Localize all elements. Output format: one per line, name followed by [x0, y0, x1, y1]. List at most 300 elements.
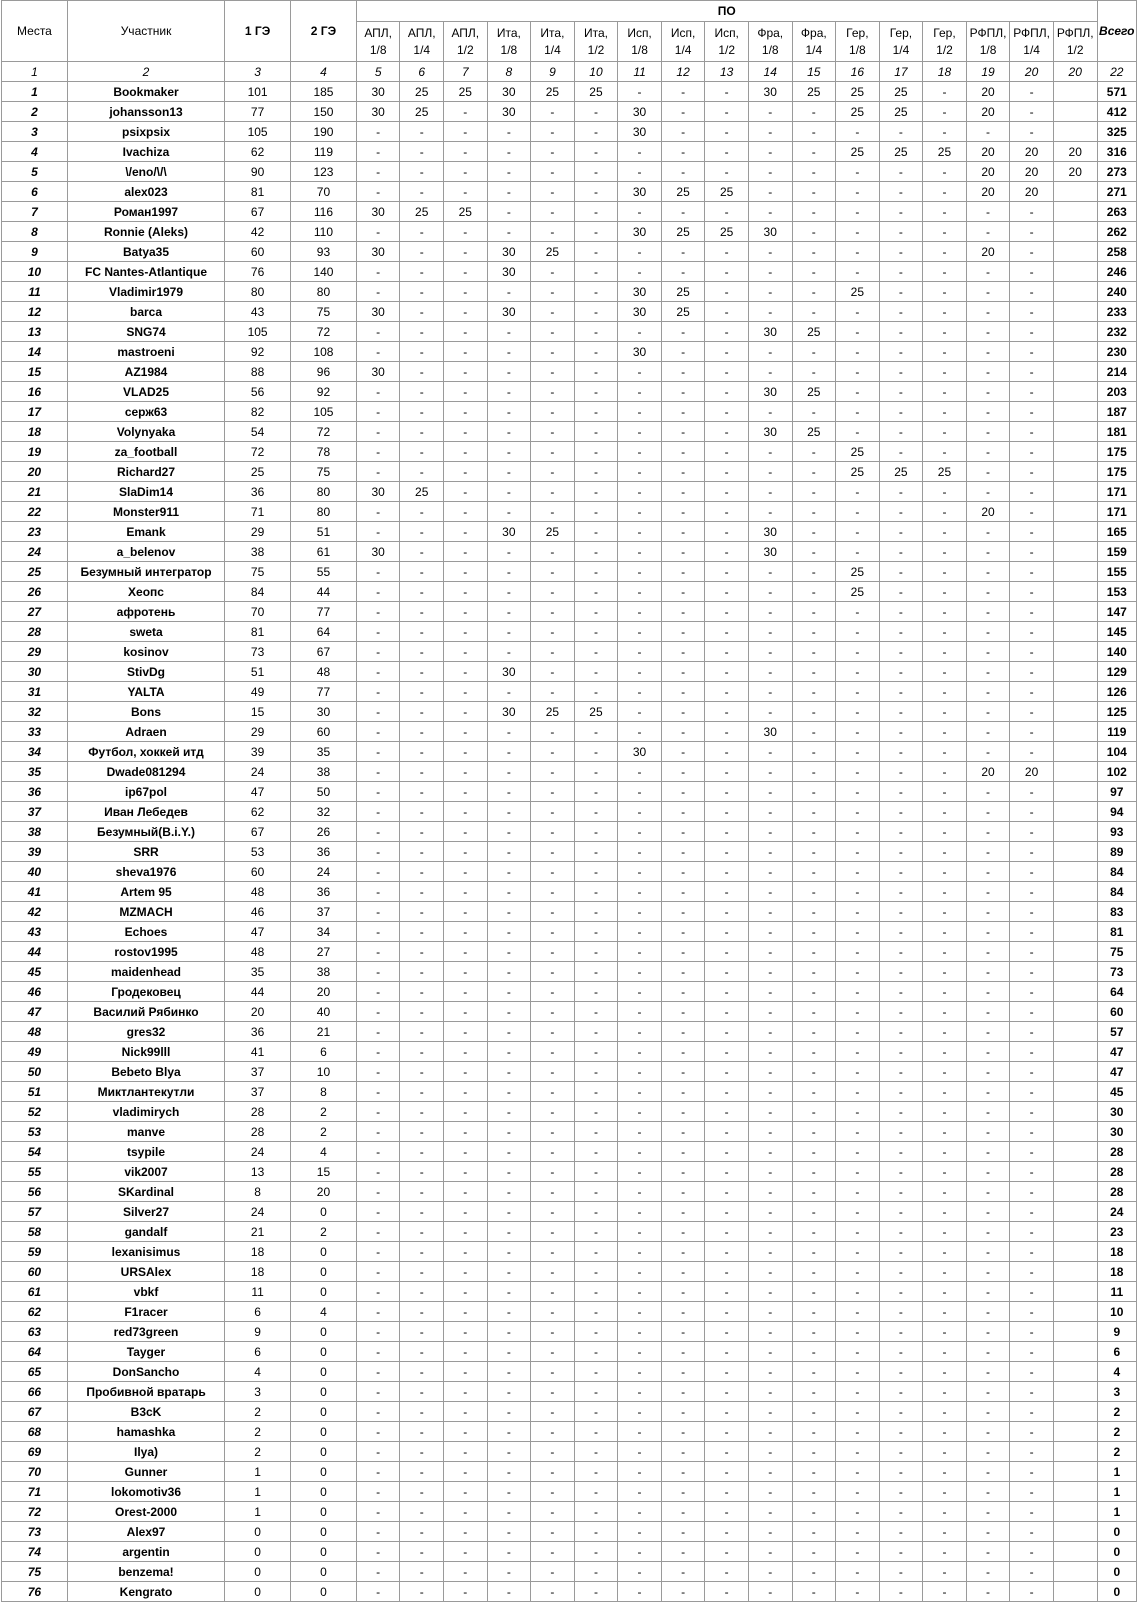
- ge1-cell: 8: [225, 1182, 291, 1202]
- score-cell: -: [356, 902, 400, 922]
- score-cell: -: [879, 482, 923, 502]
- score-cell: -: [400, 822, 444, 842]
- score-cell: -: [574, 962, 618, 982]
- score-cell: 25: [836, 442, 880, 462]
- score-cell: 25: [792, 322, 836, 342]
- ge2-cell: 75: [291, 462, 357, 482]
- score-cell: -: [618, 1242, 662, 1262]
- ge1-cell: 1: [225, 1482, 291, 1502]
- score-cell: -: [531, 862, 575, 882]
- po-league-label: Ита,: [496, 25, 521, 40]
- score-cell: -: [531, 342, 575, 362]
- score-cell: -: [705, 642, 749, 662]
- participant-cell: VLAD25: [67, 382, 224, 402]
- place-cell: 44: [2, 942, 68, 962]
- score-cell: 20: [966, 762, 1010, 782]
- ge1-cell: 37: [225, 1082, 291, 1102]
- score-cell: -: [574, 1462, 618, 1482]
- ge2-cell: 64: [291, 622, 357, 642]
- score-cell: -: [531, 122, 575, 142]
- score-cell: -: [836, 1422, 880, 1442]
- score-cell: -: [444, 1162, 488, 1182]
- total-cell: 271: [1097, 182, 1136, 202]
- score-cell: -: [879, 222, 923, 242]
- score-cell: -: [574, 762, 618, 782]
- score-cell: -: [836, 682, 880, 702]
- ge2-cell: 27: [291, 942, 357, 962]
- score-cell: -: [400, 1142, 444, 1162]
- score-cell: [1053, 942, 1097, 962]
- score-cell: -: [748, 162, 792, 182]
- ge2-cell: 15: [291, 1162, 357, 1182]
- score-cell: -: [705, 1422, 749, 1442]
- score-cell: -: [966, 422, 1010, 442]
- score-cell: -: [574, 162, 618, 182]
- score-cell: -: [531, 1322, 575, 1342]
- column-number: 14: [748, 62, 792, 82]
- ge1-cell: 28: [225, 1102, 291, 1122]
- score-cell: -: [487, 842, 531, 862]
- participant-cell: za_football: [67, 442, 224, 462]
- score-cell: -: [618, 602, 662, 622]
- total-cell: 4: [1097, 1362, 1136, 1382]
- score-cell: -: [1010, 942, 1054, 962]
- score-cell: -: [966, 382, 1010, 402]
- score-cell: -: [879, 822, 923, 842]
- score-cell: -: [487, 622, 531, 642]
- score-cell: -: [705, 1102, 749, 1122]
- score-cell: -: [923, 1582, 967, 1602]
- score-cell: -: [879, 182, 923, 202]
- score-cell: -: [531, 642, 575, 662]
- score-cell: -: [836, 1342, 880, 1362]
- place-cell: 49: [2, 1042, 68, 1062]
- score-cell: -: [792, 1582, 836, 1602]
- place-cell: 71: [2, 1482, 68, 1502]
- score-cell: -: [923, 122, 967, 142]
- score-cell: -: [400, 942, 444, 962]
- score-cell: -: [574, 802, 618, 822]
- score-cell: [1053, 1462, 1097, 1482]
- score-cell: -: [923, 662, 967, 682]
- score-cell: -: [531, 1242, 575, 1262]
- score-cell: -: [792, 502, 836, 522]
- po-subheader: [705, 22, 749, 62]
- score-cell: -: [836, 522, 880, 542]
- table-row: [2, 1302, 1137, 1322]
- score-cell: -: [531, 502, 575, 522]
- score-cell: -: [705, 482, 749, 502]
- score-cell: -: [400, 742, 444, 762]
- score-cell: -: [661, 722, 705, 742]
- score-cell: [1053, 242, 1097, 262]
- score-cell: 25: [531, 82, 575, 102]
- score-cell: -: [574, 982, 618, 1002]
- po-league-label: РФПЛ,: [1013, 25, 1051, 40]
- score-cell: -: [792, 1302, 836, 1322]
- score-cell: 30: [618, 342, 662, 362]
- place-cell: 7: [2, 202, 68, 222]
- score-cell: -: [618, 1482, 662, 1502]
- table-row: [2, 1022, 1137, 1042]
- ge2-cell: 32: [291, 802, 357, 822]
- score-cell: -: [356, 1362, 400, 1382]
- ge2-cell: 105: [291, 402, 357, 422]
- score-cell: 20: [966, 162, 1010, 182]
- table-row: [2, 1522, 1137, 1542]
- score-cell: -: [879, 1322, 923, 1342]
- score-cell: -: [1010, 1122, 1054, 1142]
- score-cell: -: [1010, 1222, 1054, 1242]
- score-cell: -: [661, 202, 705, 222]
- score-cell: -: [748, 862, 792, 882]
- score-cell: -: [966, 1062, 1010, 1082]
- score-cell: -: [400, 642, 444, 662]
- score-cell: -: [400, 962, 444, 982]
- table-row: [2, 162, 1137, 182]
- score-cell: [1053, 882, 1097, 902]
- score-cell: -: [966, 1302, 1010, 1322]
- participant-cell: mastroeni: [67, 342, 224, 362]
- score-cell: -: [574, 502, 618, 522]
- score-cell: -: [661, 162, 705, 182]
- ge1-cell: 81: [225, 622, 291, 642]
- score-cell: [1053, 1302, 1097, 1322]
- score-cell: -: [661, 82, 705, 102]
- score-cell: -: [966, 842, 1010, 862]
- score-cell: [1053, 282, 1097, 302]
- score-cell: -: [748, 342, 792, 362]
- ge1-cell: 62: [225, 802, 291, 822]
- score-cell: -: [879, 1242, 923, 1262]
- score-cell: -: [487, 162, 531, 182]
- score-cell: -: [792, 262, 836, 282]
- score-cell: -: [705, 1502, 749, 1522]
- ge1-cell: 73: [225, 642, 291, 662]
- score-cell: -: [400, 1222, 444, 1242]
- score-cell: -: [574, 722, 618, 742]
- score-cell: -: [444, 822, 488, 842]
- score-cell: -: [1010, 82, 1054, 102]
- score-cell: -: [444, 902, 488, 922]
- score-cell: 30: [748, 542, 792, 562]
- score-cell: -: [792, 702, 836, 722]
- score-cell: 25: [836, 562, 880, 582]
- participant-cell: sheva1976: [67, 862, 224, 882]
- place-cell: 76: [2, 1582, 68, 1602]
- score-cell: -: [574, 382, 618, 402]
- score-cell: -: [444, 462, 488, 482]
- column-number: 20: [1010, 62, 1054, 82]
- score-cell: 25: [661, 182, 705, 202]
- ge2-cell: 0: [291, 1582, 357, 1602]
- score-cell: -: [618, 442, 662, 462]
- score-cell: -: [444, 1562, 488, 1582]
- participant-cell: Kengrato: [67, 1582, 224, 1602]
- column-number: 18: [923, 62, 967, 82]
- score-cell: -: [618, 722, 662, 742]
- score-cell: [1053, 422, 1097, 442]
- score-cell: -: [792, 682, 836, 702]
- score-cell: -: [531, 1362, 575, 1382]
- score-cell: -: [574, 222, 618, 242]
- place-cell: 19: [2, 442, 68, 462]
- ge2-cell: 123: [291, 162, 357, 182]
- score-cell: [1053, 382, 1097, 402]
- score-cell: -: [618, 1102, 662, 1122]
- ge1-cell: 82: [225, 402, 291, 422]
- score-cell: -: [792, 1382, 836, 1402]
- score-cell: -: [356, 622, 400, 642]
- score-cell: -: [1010, 702, 1054, 722]
- place-cell: 41: [2, 882, 68, 902]
- score-cell: -: [661, 1362, 705, 1382]
- score-cell: -: [923, 1242, 967, 1262]
- place-cell: 64: [2, 1342, 68, 1362]
- score-cell: -: [705, 722, 749, 742]
- po-round-label: 1/8: [979, 42, 997, 57]
- place-cell: 67: [2, 1402, 68, 1422]
- score-cell: -: [792, 982, 836, 1002]
- score-cell: -: [531, 562, 575, 582]
- score-cell: -: [618, 842, 662, 862]
- score-cell: -: [356, 462, 400, 482]
- place-cell: 40: [2, 862, 68, 882]
- score-cell: -: [836, 742, 880, 762]
- place-cell: 55: [2, 1162, 68, 1182]
- score-cell: -: [879, 702, 923, 722]
- score-cell: -: [748, 1362, 792, 1382]
- score-cell: -: [574, 1142, 618, 1162]
- score-cell: -: [966, 1342, 1010, 1362]
- score-cell: -: [356, 762, 400, 782]
- po-round-label: 1/8: [369, 42, 387, 57]
- score-cell: -: [574, 442, 618, 462]
- score-cell: -: [705, 122, 749, 142]
- score-cell: -: [966, 1402, 1010, 1422]
- score-cell: -: [356, 442, 400, 462]
- score-cell: -: [531, 1482, 575, 1502]
- score-cell: -: [705, 1442, 749, 1462]
- score-cell: -: [923, 942, 967, 962]
- score-cell: -: [400, 782, 444, 802]
- total-cell: 18: [1097, 1242, 1136, 1262]
- score-cell: -: [923, 522, 967, 542]
- table-row: [2, 1382, 1137, 1402]
- score-cell: -: [705, 202, 749, 222]
- score-cell: -: [661, 782, 705, 802]
- score-cell: -: [792, 302, 836, 322]
- score-cell: -: [444, 562, 488, 582]
- score-cell: -: [923, 82, 967, 102]
- score-cell: -: [444, 1382, 488, 1402]
- po-round-label: 1/8: [631, 42, 648, 57]
- score-cell: -: [661, 1342, 705, 1362]
- score-cell: -: [356, 962, 400, 982]
- ge2-cell: 60: [291, 722, 357, 742]
- score-cell: -: [966, 1422, 1010, 1442]
- score-cell: 25: [879, 82, 923, 102]
- score-cell: -: [487, 1002, 531, 1022]
- score-cell: -: [836, 1202, 880, 1222]
- score-cell: -: [966, 1282, 1010, 1302]
- score-cell: -: [879, 762, 923, 782]
- score-cell: -: [531, 1042, 575, 1062]
- score-cell: -: [1010, 1562, 1054, 1582]
- score-cell: [1053, 1182, 1097, 1202]
- score-cell: -: [836, 1542, 880, 1562]
- score-cell: 25: [836, 282, 880, 302]
- score-cell: -: [618, 782, 662, 802]
- participant-cell: lexanisimus: [67, 1242, 224, 1262]
- po-league-label: Гер,: [933, 25, 956, 40]
- po-league-label: Исп,: [627, 25, 652, 40]
- score-cell: -: [531, 1082, 575, 1102]
- score-cell: 30: [618, 182, 662, 202]
- score-cell: -: [661, 802, 705, 822]
- score-cell: -: [356, 722, 400, 742]
- score-cell: -: [748, 282, 792, 302]
- ge2-cell: 0: [291, 1442, 357, 1462]
- po-subheader: [879, 22, 923, 62]
- score-cell: -: [531, 1502, 575, 1522]
- column-number: 1: [2, 62, 68, 82]
- score-cell: -: [618, 1162, 662, 1182]
- table-row: [2, 682, 1137, 702]
- score-cell: -: [531, 282, 575, 302]
- table-row: [2, 1262, 1137, 1282]
- score-cell: -: [400, 182, 444, 202]
- score-cell: -: [574, 362, 618, 382]
- score-cell: -: [792, 1482, 836, 1502]
- ge1-cell: 1: [225, 1462, 291, 1482]
- score-cell: -: [574, 1182, 618, 1202]
- score-cell: -: [531, 202, 575, 222]
- total-cell: 47: [1097, 1042, 1136, 1062]
- score-cell: -: [444, 762, 488, 782]
- score-cell: -: [966, 262, 1010, 282]
- score-cell: 20: [966, 142, 1010, 162]
- table-row: [2, 562, 1137, 582]
- ge2-cell: 40: [291, 1002, 357, 1022]
- score-cell: -: [748, 182, 792, 202]
- score-cell: -: [400, 1502, 444, 1522]
- score-cell: -: [705, 682, 749, 702]
- table-row: [2, 1402, 1137, 1422]
- score-cell: -: [618, 622, 662, 642]
- score-cell: [1053, 1262, 1097, 1282]
- score-cell: -: [923, 1562, 967, 1582]
- score-cell: [1053, 1222, 1097, 1242]
- ge1-cell: 42: [225, 222, 291, 242]
- po-round-label: 1/4: [1023, 42, 1040, 57]
- score-cell: -: [400, 1202, 444, 1222]
- ge2-cell: 61: [291, 542, 357, 562]
- participant-cell: rostov1995: [67, 942, 224, 962]
- total-cell: 129: [1097, 662, 1136, 682]
- total-cell: 2: [1097, 1442, 1136, 1462]
- table-row: [2, 842, 1137, 862]
- table-row: [2, 602, 1137, 622]
- table-row: [2, 1242, 1137, 1262]
- ge1-cell: 6: [225, 1302, 291, 1322]
- score-cell: -: [923, 1462, 967, 1482]
- score-cell: -: [923, 1442, 967, 1462]
- score-cell: -: [356, 1322, 400, 1342]
- score-cell: -: [923, 1362, 967, 1382]
- score-cell: -: [966, 362, 1010, 382]
- column-number: 4: [291, 62, 357, 82]
- ge2-cell: 190: [291, 122, 357, 142]
- score-cell: -: [836, 762, 880, 782]
- score-cell: [1053, 482, 1097, 502]
- score-cell: -: [923, 182, 967, 202]
- score-cell: 30: [356, 82, 400, 102]
- score-cell: -: [356, 1342, 400, 1362]
- score-cell: -: [400, 142, 444, 162]
- score-cell: -: [966, 1322, 1010, 1342]
- score-cell: -: [879, 382, 923, 402]
- score-cell: -: [356, 802, 400, 822]
- place-cell: 29: [2, 642, 68, 662]
- score-cell: -: [1010, 1382, 1054, 1402]
- score-cell: 25: [661, 282, 705, 302]
- score-cell: -: [923, 1082, 967, 1102]
- ge1-cell: 28: [225, 1122, 291, 1142]
- score-cell: -: [836, 782, 880, 802]
- table-row: [2, 1462, 1137, 1482]
- score-cell: -: [618, 822, 662, 842]
- score-cell: -: [487, 962, 531, 982]
- score-cell: -: [1010, 802, 1054, 822]
- score-cell: -: [966, 622, 1010, 642]
- score-cell: -: [356, 562, 400, 582]
- score-cell: -: [792, 462, 836, 482]
- ge1-cell: 2: [225, 1422, 291, 1442]
- score-cell: -: [356, 1202, 400, 1222]
- score-cell: 30: [356, 202, 400, 222]
- score-cell: -: [1010, 602, 1054, 622]
- score-cell: -: [444, 482, 488, 502]
- table-row: [2, 1142, 1137, 1162]
- total-cell: 175: [1097, 442, 1136, 462]
- score-cell: -: [531, 982, 575, 1002]
- score-cell: -: [531, 1262, 575, 1282]
- ge1-cell: 48: [225, 942, 291, 962]
- score-cell: -: [792, 1322, 836, 1342]
- score-cell: -: [574, 202, 618, 222]
- score-cell: -: [923, 902, 967, 922]
- total-cell: 45: [1097, 1082, 1136, 1102]
- score-cell: -: [966, 662, 1010, 682]
- total-cell: 246: [1097, 262, 1136, 282]
- score-cell: -: [879, 162, 923, 182]
- score-cell: [1053, 902, 1097, 922]
- score-cell: -: [836, 342, 880, 362]
- score-cell: -: [531, 162, 575, 182]
- score-cell: -: [923, 1302, 967, 1322]
- ge1-cell: 88: [225, 362, 291, 382]
- score-cell: -: [531, 462, 575, 482]
- score-cell: -: [574, 542, 618, 562]
- score-cell: -: [705, 102, 749, 122]
- score-cell: -: [574, 842, 618, 862]
- score-cell: -: [792, 1182, 836, 1202]
- score-cell: -: [487, 1562, 531, 1582]
- score-cell: -: [618, 1142, 662, 1162]
- score-cell: -: [1010, 122, 1054, 142]
- score-cell: -: [618, 882, 662, 902]
